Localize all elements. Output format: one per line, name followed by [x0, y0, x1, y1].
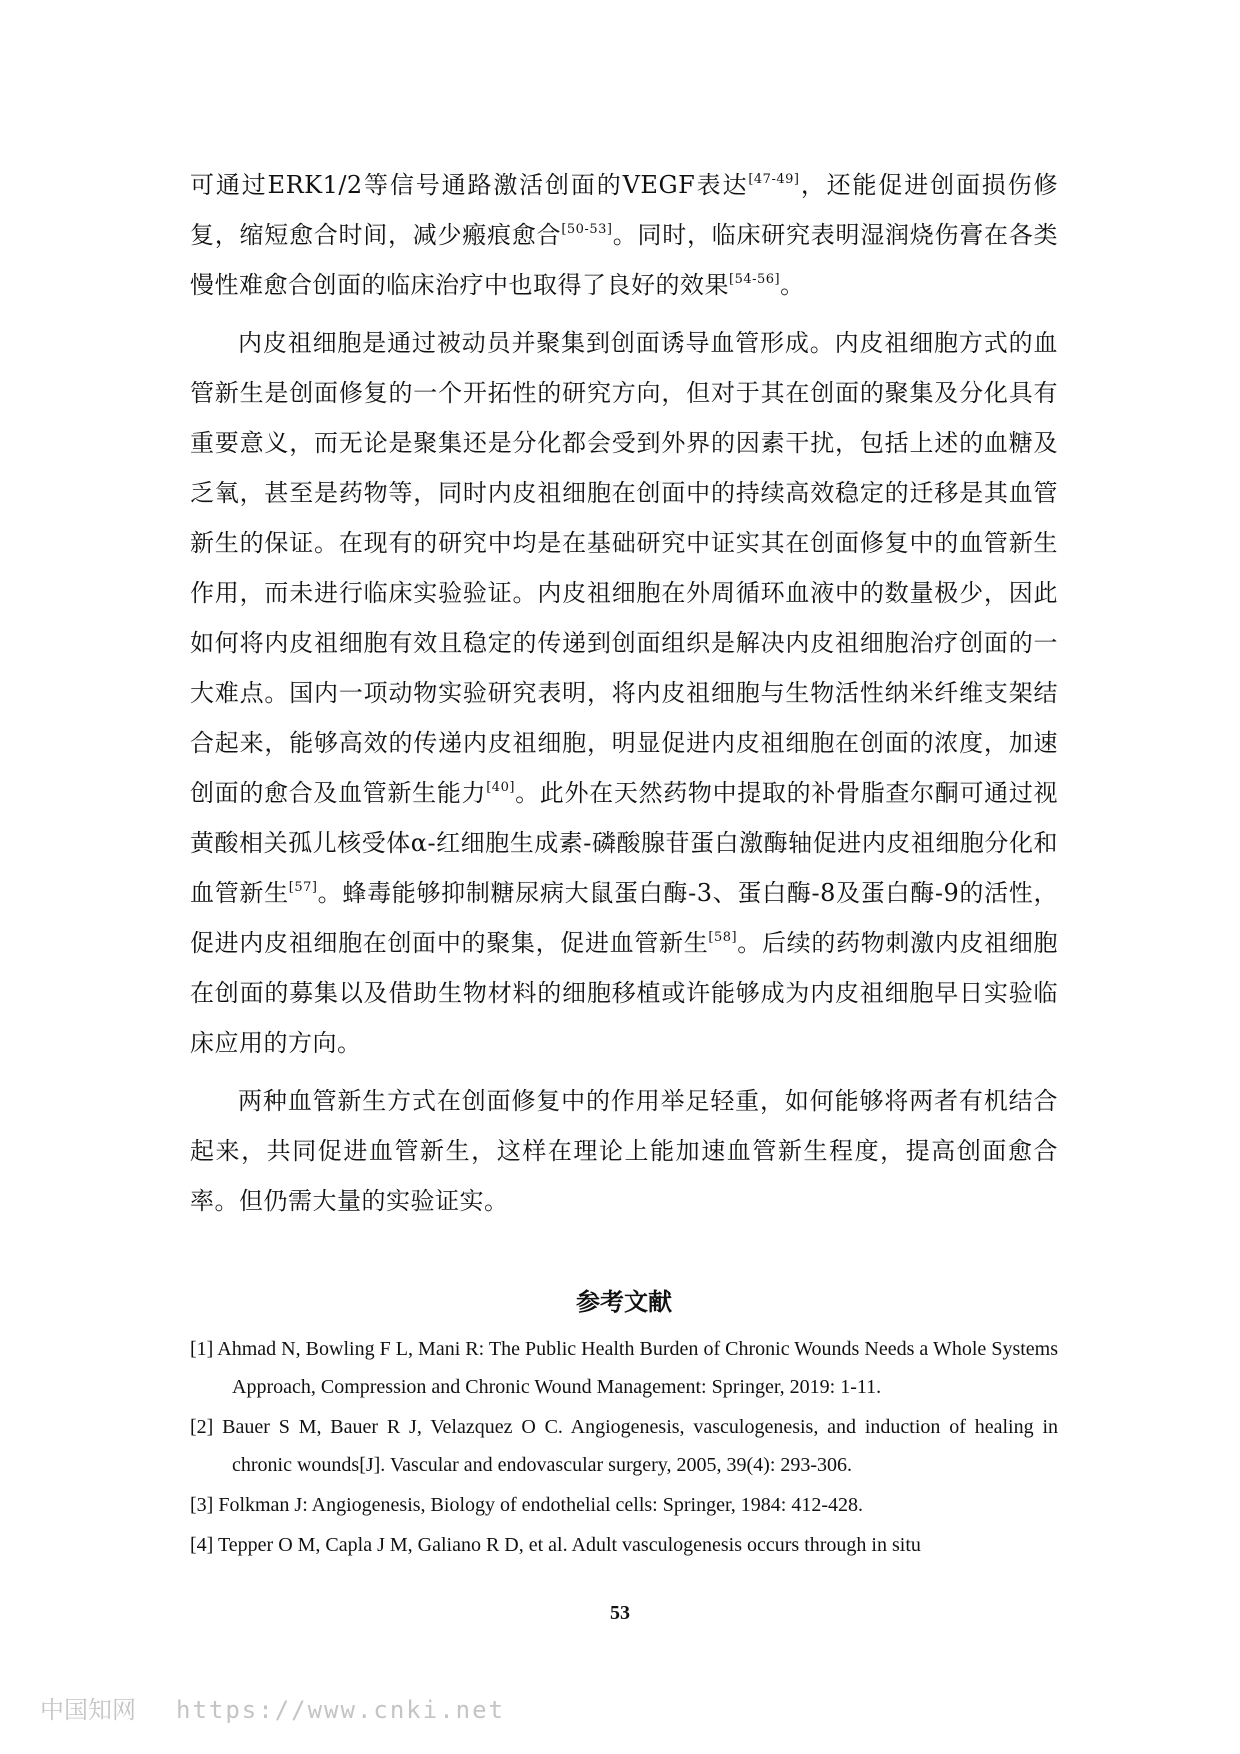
- body-text: [190, 160, 1058, 1226]
- reference-list: [190, 1330, 1058, 1566]
- reference-item-1: [1] Ahmad N, Bowling F L, Mani R: The Public Health Burden of Chronic Wounds Needs a Whole Systems Approach, Compression and Chronic Wound Management: Springer, 2019: 1-11.: [190, 1338, 1058, 1398]
- paragraph-1-text-4: 。: [780, 271, 805, 299]
- paragraph-2-text-1: 内皮祖细胞是通过被动员并聚集到创面诱导血管形成。内皮祖细胞方式的血管新生是创面修复的一个开拓性的研究方向，但对于其在创面的聚集及分化具有重要意义，而无论是聚集还是分化都会受到外界的因素干扰，包括上述的血糖及乏氧，甚至是药物等，同时内皮祖细胞在创面中的持续高效稳定的迁移是其血管新生的保证。在现有的研究中均是在基础研究中证实其在创面修复中的血管新生作用，而未进行临床实验验证。内皮祖细胞在外周循环血液中的数量极少，因此如何将内皮祖细胞有效且稳定的传递到创面组织是解决内皮祖细胞治疗创面的一大难点。国内一项动物实验研究表明，将内皮祖细胞与生物活性纳米纤维支架结合起来，能够高效的传递内皮祖细胞，明显促进内皮祖细胞在创面的浓度，加速创面的愈合及血管新生能力: [190, 329, 1058, 807]
- watermark-url: https://www.cnki.net: [176, 1696, 505, 1724]
- paragraph-1: [190, 160, 1058, 310]
- paragraph-3-text-1: 两种血管新生方式在创面修复中的作用举足轻重，如何能够将两者有机结合起来，共同促进血管新生，这样在理论上能加速血管新生程度，提高创面愈合率。但仍需大量的实验证实。: [190, 1087, 1058, 1215]
- cnki-watermark: [40, 1690, 505, 1725]
- citation-57: [57]: [288, 880, 318, 895]
- citation-47-49: [47-49]: [748, 172, 800, 187]
- paragraph-1-text-2: ，还能促进创面损伤修复，缩短愈合时间，减少瘢痕愈合: [190, 171, 1059, 249]
- paragraph-3: [190, 1076, 1058, 1226]
- reference-item-2: [2] Bauer S M, Bauer R J, Velazquez O C. Angiogenesis, vasculogenesis, and induction of healing in chronic wounds[J]. Vascular and endovascular surgery, 2005, 39(4): 293-306.: [190, 1416, 1058, 1476]
- page-number: 53: [610, 1602, 630, 1624]
- citation-40: [40]: [486, 780, 515, 795]
- paragraph-1-text-1: 可通过ERK1/2等信号通路激活创面的VEGF表达: [190, 171, 749, 199]
- reference-item-3: [3] Folkman J: Angiogenesis, Biology of endothelial cells: Springer, 1984: 412-428.: [190, 1494, 864, 1516]
- citation-50-53: [50-53]: [561, 222, 613, 237]
- paragraph-2-text-3: 。蜂毒能够抑制糖尿病大鼠蛋白酶-3、蛋白酶-8及蛋白酶-9的活性，促进内皮祖细胞在创面中的聚集，促进血管新生: [190, 879, 1059, 957]
- paragraph-2: [190, 318, 1058, 1068]
- paragraph-2-text-2: 。此外在天然药物中提取的补骨脂查尔酮可通过视黄酸相关孤儿核受体α-红细胞生成素-磷酸腺苷蛋白激酶轴促进内皮祖细胞分化和血管新生: [190, 779, 1059, 907]
- citation-54-56: [54-56]: [729, 272, 781, 287]
- reference-item-4: [4] Tepper O M, Capla J M, Galiano R D, et al. Adult vasculogenesis occurs through in situ: [190, 1534, 921, 1556]
- watermark-name: 中国知网: [40, 1696, 136, 1724]
- paragraph-2-text-4: 。后续的药物刺激内皮祖细胞在创面的募集以及借助生物材料的细胞移植或许能够成为内皮祖细胞早日实验临床应用的方向。: [190, 929, 1059, 1057]
- references-heading: 参考文献: [576, 1287, 672, 1316]
- citation-58: [58]: [708, 930, 738, 945]
- paragraph-1-text-3: 。同时，临床研究表明湿润烧伤膏在各类慢性难愈合创面的临床治疗中也取得了良好的效果: [190, 221, 1059, 299]
